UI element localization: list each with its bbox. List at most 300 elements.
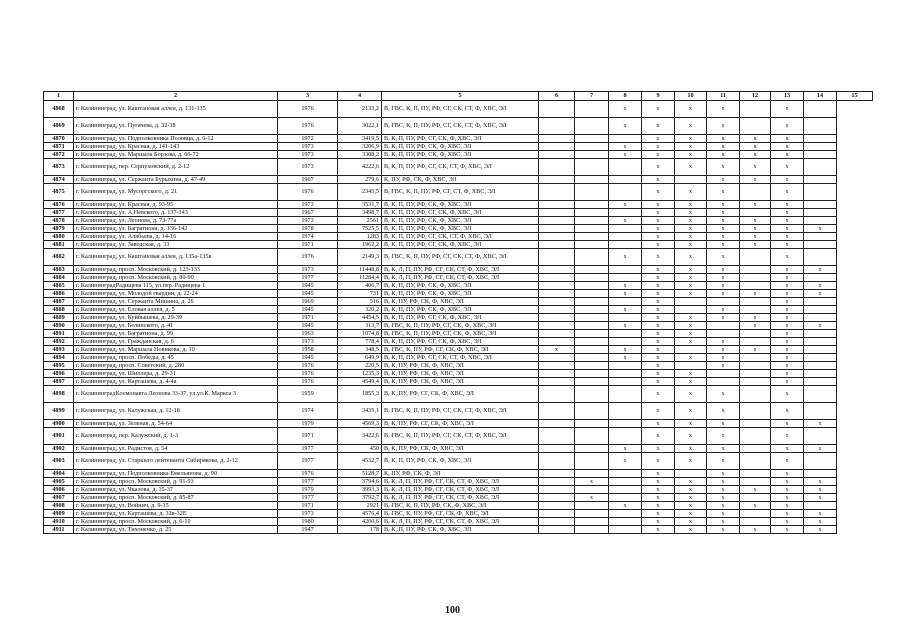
work-mark-cell xyxy=(804,298,837,306)
systems-cell: В, К, ПУ, РФ, СК, Ф, ХВС, ЭЛ xyxy=(382,378,539,386)
work-mark-cell xyxy=(609,241,642,249)
work-mark-cell: x xyxy=(707,478,740,486)
work-mark-cell xyxy=(539,298,575,306)
year-cell: 1973 xyxy=(278,510,338,518)
work-mark-cell xyxy=(740,306,771,314)
area-cell: 4576,4 xyxy=(338,510,382,518)
work-mark-cell xyxy=(575,241,609,249)
work-mark-cell xyxy=(539,518,575,526)
systems-cell: В, К, ПУ, РФ, СК, Ф, ХВС, ЭЛ xyxy=(382,362,539,370)
work-mark-cell: x xyxy=(771,306,804,314)
work-mark-cell: x xyxy=(771,266,804,274)
area-cell: 731 xyxy=(338,290,382,298)
work-mark-cell: x xyxy=(642,217,675,225)
year-cell: 1967 xyxy=(278,176,338,184)
work-mark-cell: x xyxy=(707,274,740,282)
area-cell: 4549,4 xyxy=(338,378,382,386)
work-mark-cell xyxy=(539,135,575,143)
work-mark-cell xyxy=(539,362,575,370)
row-number: 4903 xyxy=(44,453,74,470)
work-mark-cell xyxy=(539,290,575,298)
work-mark-cell: x xyxy=(771,403,804,420)
row-number: 4895 xyxy=(44,362,74,370)
housing-register-table xyxy=(43,91,873,534)
work-mark-cell: x xyxy=(707,386,740,403)
row-number: 4896 xyxy=(44,370,74,378)
work-mark-cell: x xyxy=(675,378,707,386)
work-mark-cell: x xyxy=(771,453,804,470)
work-mark-cell xyxy=(575,314,609,322)
systems-cell: В, К, Л, П, ПУ, РФ, СГ, СК, СТ, Ф, ХВС, ЭЛ xyxy=(382,274,539,282)
work-mark-cell xyxy=(740,403,771,420)
work-mark-cell xyxy=(609,274,642,282)
table-row xyxy=(44,445,873,453)
row-number: 4886 xyxy=(44,290,74,298)
table-row xyxy=(44,274,873,282)
work-mark-cell xyxy=(804,241,837,249)
work-mark-cell: x xyxy=(707,420,740,428)
work-mark-cell: x xyxy=(642,518,675,526)
address-cell: г. Калининград, ул. Алябьева, д. 14-16 xyxy=(74,233,278,241)
work-mark-cell: x xyxy=(771,159,804,176)
work-mark-cell xyxy=(740,184,771,201)
work-mark-cell: x xyxy=(771,241,804,249)
work-mark-cell: x xyxy=(675,290,707,298)
work-mark-cell: x xyxy=(609,282,642,290)
work-mark-cell: x xyxy=(740,225,771,233)
work-mark-cell xyxy=(539,176,575,184)
work-mark-cell: x xyxy=(771,282,804,290)
row-number: 4899 xyxy=(44,403,74,420)
work-mark-cell: x xyxy=(740,151,771,159)
area-cell: 1283 xyxy=(338,233,382,241)
work-mark-cell: x xyxy=(642,338,675,346)
work-mark-cell xyxy=(609,298,642,306)
address-cell: г. Калининград, ул. Леонова, д. 73-77а xyxy=(74,217,278,225)
work-mark-cell: x xyxy=(642,151,675,159)
address-cell: г. Калининград, ул. Еловая аллея, д. 5 xyxy=(74,306,278,314)
work-mark-cell xyxy=(539,101,575,118)
work-mark-cell xyxy=(539,159,575,176)
work-mark-cell: x xyxy=(675,338,707,346)
address-cell: г. Калининград, ул. Сержанта Бурыхина, д. 47-49 xyxy=(74,176,278,184)
table-row xyxy=(44,428,873,445)
work-mark-cell: x xyxy=(707,486,740,494)
work-mark-cell xyxy=(740,209,771,217)
work-mark-cell xyxy=(575,370,609,378)
work-mark-cell: x xyxy=(771,314,804,322)
address-cell: г. Калининград, пер. Калужский, д. 1-3 xyxy=(74,428,278,445)
area-cell: 3206,9 xyxy=(338,143,382,151)
row-number: 4911 xyxy=(44,526,74,534)
work-mark-cell: x xyxy=(539,346,575,354)
work-mark-cell: x xyxy=(642,101,675,118)
column-header: 9 xyxy=(642,92,675,101)
work-mark-cell xyxy=(539,225,575,233)
work-mark-cell xyxy=(740,470,771,478)
work-mark-cell xyxy=(609,209,642,217)
systems-cell: В, ГВС, К, П, ПУ, РФ, СГ, СК, СТ, Ф, ХВС, ЭЛ xyxy=(382,403,539,420)
work-mark-cell: x xyxy=(707,428,740,445)
work-mark-cell: x xyxy=(771,184,804,201)
work-mark-cell xyxy=(539,184,575,201)
row-number: 4870 xyxy=(44,135,74,143)
address-cell: г. Калининград, ул. Калужская, д. 12-18 xyxy=(74,403,278,420)
work-mark-cell xyxy=(575,306,609,314)
area-cell: 11448,8 xyxy=(338,266,382,274)
work-mark-cell xyxy=(804,209,837,217)
work-mark-cell: x xyxy=(642,486,675,494)
work-mark-cell xyxy=(575,159,609,176)
work-mark-cell xyxy=(609,470,642,478)
work-mark-cell: x xyxy=(575,478,609,486)
work-mark-cell xyxy=(804,274,837,282)
address-cell: г. Калининград, ул. Зеленая, д. 54-64 xyxy=(74,420,278,428)
row-number: 4906 xyxy=(44,486,74,494)
work-mark-cell: x xyxy=(609,502,642,510)
table-row xyxy=(44,233,873,241)
work-mark-cell xyxy=(740,330,771,338)
work-mark-cell xyxy=(609,233,642,241)
year-cell: 1959 xyxy=(278,386,338,403)
work-mark-cell xyxy=(575,217,609,225)
work-mark-cell xyxy=(575,428,609,445)
row-number: 4897 xyxy=(44,378,74,386)
work-mark-cell xyxy=(707,322,740,330)
work-mark-cell: x xyxy=(675,354,707,362)
work-mark-cell xyxy=(539,445,575,453)
work-mark-cell: x xyxy=(740,322,771,330)
work-mark-cell: x xyxy=(771,322,804,330)
work-mark-cell: x xyxy=(771,135,804,143)
area-cell: 3419,5 xyxy=(338,135,382,143)
work-mark-cell: x xyxy=(771,151,804,159)
area-cell: 406,7 xyxy=(338,282,382,290)
year-cell: 1976 xyxy=(278,118,338,135)
table-row xyxy=(44,209,873,217)
header-row xyxy=(44,92,873,101)
work-mark-cell: x xyxy=(675,453,707,470)
column-header: 2 xyxy=(74,92,278,101)
work-mark-cell xyxy=(707,378,740,386)
address-cell: г. Калининград, просп. Советский, д. 280 xyxy=(74,362,278,370)
row-number: 4876 xyxy=(44,201,74,209)
work-mark-cell: x xyxy=(804,290,837,298)
table-row xyxy=(44,518,873,526)
work-mark-cell xyxy=(575,266,609,274)
work-mark-cell: x xyxy=(804,518,837,526)
work-mark-cell xyxy=(609,486,642,494)
work-mark-cell xyxy=(575,151,609,159)
systems-cell: В, К, П, ПУ, РФ, СК, Ф, ХВС, ЭЛ xyxy=(382,453,539,470)
area-cell: 4569,3 xyxy=(338,420,382,428)
work-mark-cell: x xyxy=(771,118,804,135)
work-mark-cell xyxy=(575,362,609,370)
work-mark-cell: x xyxy=(707,241,740,249)
work-mark-cell: x xyxy=(740,241,771,249)
work-mark-cell: x xyxy=(609,306,642,314)
work-mark-cell xyxy=(609,176,642,184)
year-cell: 1976 xyxy=(278,249,338,266)
work-mark-cell xyxy=(675,176,707,184)
work-mark-cell: x xyxy=(707,159,740,176)
row-number: 4878 xyxy=(44,217,74,225)
work-mark-cell xyxy=(740,101,771,118)
area-cell: 3792,7 xyxy=(338,494,382,502)
year-cell: 1945 xyxy=(278,306,338,314)
work-mark-cell: x xyxy=(642,386,675,403)
work-mark-cell: x xyxy=(804,486,837,494)
year-cell: 1979 xyxy=(278,420,338,428)
address-cell: г. Калининград, ул. Тихоненко, д. 25 xyxy=(74,526,278,534)
systems-cell: В, К, П, ПУ, РФ, СК, Ф, ХВС, ЭЛ xyxy=(382,526,539,534)
work-mark-cell xyxy=(539,420,575,428)
work-mark-cell: x xyxy=(771,346,804,354)
area-cell: 220,5 xyxy=(338,362,382,370)
table-row xyxy=(44,362,873,370)
year-cell: 1958 xyxy=(278,346,338,354)
address-cell: г. Калининград, ул. Красная, д. 93-95 xyxy=(74,201,278,209)
work-mark-cell xyxy=(804,217,837,225)
systems-cell: В, К, П, ПУ, РФ, СК, Ф, ХВС, ЭЛ xyxy=(382,151,539,159)
address-cell: г. Калининград, ул. Каштановая аллея, д. 135а-135в xyxy=(74,249,278,266)
work-mark-cell: x xyxy=(642,453,675,470)
table-row xyxy=(44,217,873,225)
area-cell: 516 xyxy=(338,298,382,306)
work-mark-cell: x xyxy=(642,241,675,249)
work-mark-cell: x xyxy=(642,494,675,502)
work-mark-cell xyxy=(804,370,837,378)
address-cell: г. Калининград, ул. Войнич, д. 9-15 xyxy=(74,502,278,510)
area-cell: 178 xyxy=(338,526,382,534)
work-mark-cell: x xyxy=(740,526,771,534)
systems-cell: В, К, П, ПУ, РФ, СГ, СК, СТ, Ф, ХВС, ЭЛ xyxy=(382,159,539,176)
row-number: 4884 xyxy=(44,274,74,282)
work-mark-cell: x xyxy=(609,118,642,135)
area-cell: 4222,6 xyxy=(338,159,382,176)
area-cell: 3794,6 xyxy=(338,478,382,486)
work-mark-cell xyxy=(740,478,771,486)
systems-cell: В, ГВС, К, П, ПУ, РФ, СГ, СК, СТ, Ф, ХВС, ЭЛ xyxy=(382,101,539,118)
year-cell: 1977 xyxy=(278,453,338,470)
systems-cell: В, К, П, ПУ, РФ, СГ, СК, Ф, ХВС, ЭЛ xyxy=(382,338,539,346)
systems-cell: В, К, П, ПУ, РФ, СК, Ф, ХВС, ЭЛ xyxy=(382,225,539,233)
work-mark-cell xyxy=(539,370,575,378)
row-number: 4902 xyxy=(44,445,74,453)
table-row xyxy=(44,494,873,502)
table-row xyxy=(44,225,873,233)
table-row xyxy=(44,526,873,534)
work-mark-cell xyxy=(804,201,837,209)
work-mark-cell: x xyxy=(740,233,771,241)
year-cell: 1977 xyxy=(278,445,338,453)
table-row xyxy=(44,314,873,322)
work-mark-cell: x xyxy=(707,225,740,233)
work-mark-cell: x xyxy=(642,478,675,486)
systems-cell: В, К, ПУ, РФ, СК, Ф, ХВС, ЭЛ xyxy=(382,445,539,453)
year-cell: 1974 xyxy=(278,403,338,420)
table-row xyxy=(44,470,873,478)
work-mark-cell: x xyxy=(707,184,740,201)
work-mark-cell: x xyxy=(771,143,804,151)
column-header: 15 xyxy=(837,92,873,101)
work-mark-cell: x xyxy=(642,322,675,330)
work-mark-cell: x xyxy=(707,510,740,518)
year-cell: 1973 xyxy=(278,151,338,159)
work-mark-cell: x xyxy=(804,526,837,534)
work-mark-cell: x xyxy=(609,249,642,266)
work-mark-cell: x xyxy=(771,445,804,453)
address-cell: г. Калининград, просп. Московский, д. 85-87 xyxy=(74,494,278,502)
work-mark-cell xyxy=(539,338,575,346)
address-cell: г. Калининград, ул. Карташева, д. 32в-32Е xyxy=(74,510,278,518)
column-header: 5 xyxy=(382,92,539,101)
work-mark-cell xyxy=(740,354,771,362)
work-mark-cell: x xyxy=(609,217,642,225)
work-mark-cell xyxy=(575,282,609,290)
work-mark-cell: x xyxy=(675,420,707,428)
work-mark-cell: x xyxy=(609,201,642,209)
work-mark-cell: x xyxy=(707,209,740,217)
systems-cell: В, К, ПУ, РФ, СГ, СК, Ф, ХВС, ЭЛ xyxy=(382,386,539,403)
work-mark-cell: x xyxy=(707,118,740,135)
row-number: 4869 xyxy=(44,118,74,135)
work-mark-cell: x xyxy=(771,274,804,282)
table-row xyxy=(44,330,873,338)
work-mark-cell: x xyxy=(642,362,675,370)
work-mark-cell xyxy=(804,330,837,338)
year-cell: 1967 xyxy=(278,209,338,217)
column-header: 12 xyxy=(740,92,771,101)
work-mark-cell: x xyxy=(771,249,804,266)
work-mark-cell: x xyxy=(675,370,707,378)
work-mark-cell xyxy=(575,290,609,298)
table-row xyxy=(44,143,873,151)
area-cell: 4532,7 xyxy=(338,453,382,470)
address-cell: г. Калининград, ул. Каштановая аллея, д. 131-135 xyxy=(74,101,278,118)
year-cell: 1971 xyxy=(278,502,338,510)
work-mark-cell: x xyxy=(707,403,740,420)
column-header: 6 xyxy=(539,92,575,101)
work-mark-cell: x xyxy=(675,143,707,151)
row-number: 4891 xyxy=(44,330,74,338)
table-row xyxy=(44,346,873,354)
area-cell: 3498,7 xyxy=(338,209,382,217)
address-cell: г. Калининград, ул. Маршала Борзова, д. 66-72 xyxy=(74,151,278,159)
work-mark-cell xyxy=(675,346,707,354)
address-cell: г. КалининградРадищева 115, ул.пер. Радищева 1 xyxy=(74,282,278,290)
work-mark-cell: x xyxy=(642,298,675,306)
work-mark-cell: x xyxy=(740,217,771,225)
year-cell: 1945 xyxy=(278,354,338,362)
address-cell: г. Калининград, ул. Карташева, д. 4-4а xyxy=(74,378,278,386)
work-mark-cell xyxy=(609,478,642,486)
table-row xyxy=(44,118,873,135)
year-cell: 1973 xyxy=(278,338,338,346)
column-header: 13 xyxy=(771,92,804,101)
row-number: 4894 xyxy=(44,354,74,362)
address-cell: г. Калининград, ул. Белинского, д. 41 xyxy=(74,322,278,330)
work-mark-cell xyxy=(575,233,609,241)
work-mark-cell xyxy=(804,502,837,510)
row-number: 4885 xyxy=(44,282,74,290)
column-header: 1 xyxy=(44,92,74,101)
work-mark-cell xyxy=(539,386,575,403)
work-mark-cell: x xyxy=(642,249,675,266)
table-row xyxy=(44,403,873,420)
work-mark-cell xyxy=(575,470,609,478)
row-number: 4907 xyxy=(44,494,74,502)
work-mark-cell: x xyxy=(642,118,675,135)
work-mark-cell: x xyxy=(675,118,707,135)
work-mark-cell: x xyxy=(642,209,675,217)
work-mark-cell xyxy=(575,518,609,526)
address-cell: г. Калининград, ул. Куйбышева, д. 29-39 xyxy=(74,314,278,322)
work-mark-cell xyxy=(539,322,575,330)
work-mark-cell: x xyxy=(740,201,771,209)
systems-cell: В, К, П, ПУ, РФ, СК, Ф, ХВС, ЭЛ xyxy=(382,282,539,290)
row-number: 4888 xyxy=(44,306,74,314)
address-cell: г. Калининград, просп. Московский, д. 6-10 xyxy=(74,518,278,526)
year-cell: 1978 xyxy=(278,225,338,233)
work-mark-cell: x xyxy=(609,322,642,330)
systems-cell: В, ГВС, К, П, ПУ, РФ, СГ, СК, СТ, Ф, ХВС, ЭЛ xyxy=(382,118,539,135)
systems-cell: В, К, ПУ, РФ, СК, Ф, ХВС, ЭЛ xyxy=(382,370,539,378)
work-mark-cell xyxy=(575,176,609,184)
work-mark-cell xyxy=(804,403,837,420)
table-row xyxy=(44,176,873,184)
work-mark-cell: x xyxy=(740,346,771,354)
table-body xyxy=(44,101,873,534)
year-cell: 1973 xyxy=(278,217,338,225)
work-mark-cell xyxy=(740,338,771,346)
work-mark-cell xyxy=(575,378,609,386)
systems-cell: В, ГВС, К, ПУ, РФ, СГ, СК, Ф, ХВС, ЭЛ xyxy=(382,346,539,354)
address-cell: г. Калининград, ул. Сержанта Мишина, д. 26 xyxy=(74,298,278,306)
work-mark-cell xyxy=(740,266,771,274)
work-mark-cell xyxy=(609,225,642,233)
column-header: 4 xyxy=(338,92,382,101)
work-mark-cell: x xyxy=(771,494,804,502)
work-mark-cell: x xyxy=(642,526,675,534)
table-row xyxy=(44,101,873,118)
work-mark-cell: x xyxy=(771,502,804,510)
row-number: 4877 xyxy=(44,209,74,217)
work-mark-cell: x xyxy=(642,428,675,445)
work-mark-cell: x xyxy=(707,101,740,118)
work-mark-cell: x xyxy=(804,322,837,330)
work-mark-cell: x xyxy=(707,249,740,266)
year-cell: 1963 xyxy=(278,330,338,338)
year-cell: 1973 xyxy=(278,143,338,151)
column-header: 10 xyxy=(675,92,707,101)
work-mark-cell: x xyxy=(740,143,771,151)
work-mark-cell: x xyxy=(771,101,804,118)
work-mark-cell: x xyxy=(675,282,707,290)
work-mark-cell xyxy=(740,445,771,453)
area-cell: 11284,4 xyxy=(338,274,382,282)
work-mark-cell xyxy=(609,338,642,346)
work-mark-cell: x xyxy=(675,386,707,403)
work-mark-cell xyxy=(575,420,609,428)
work-mark-cell: x xyxy=(771,176,804,184)
work-mark-cell xyxy=(575,346,609,354)
systems-cell: В, ГВС, К, П, ПУ, РФ, СГ, СК, СТ, Ф, ХВС, ЭЛ xyxy=(382,249,539,266)
systems-cell: В, ГВС, К, ПУ, РФ, СГ, СК, Ф, ХВС, ЭЛ xyxy=(382,510,539,518)
work-mark-cell xyxy=(575,118,609,135)
work-mark-cell xyxy=(740,428,771,445)
work-mark-cell xyxy=(609,428,642,445)
